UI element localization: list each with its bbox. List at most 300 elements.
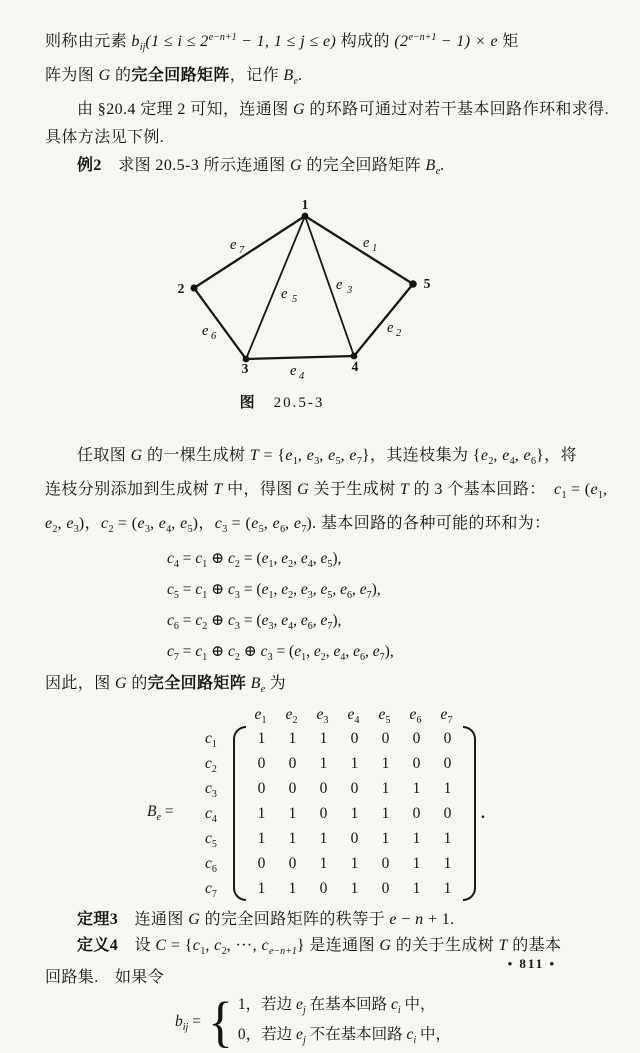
paragraph-line	[45, 442, 614, 476]
matrix-cell: 0	[319, 780, 328, 797]
matrix-cell: 1	[288, 880, 297, 897]
text-run: e	[523, 447, 532, 464]
text-run: ,	[297, 447, 307, 464]
text-run: 1	[301, 652, 307, 663]
text-run: 设	[118, 937, 156, 954]
text-run: e	[313, 643, 321, 660]
text-run: e	[349, 447, 357, 464]
text-run: e	[300, 612, 308, 629]
text-run: ),	[332, 612, 342, 629]
text-run: =	[188, 1013, 201, 1030]
matrix-cell: 1	[288, 805, 297, 822]
text-run: = (	[113, 515, 138, 532]
text-run: ,	[273, 550, 282, 567]
matrix-cell: 0	[443, 755, 452, 772]
text-run: 的一棵生成树	[142, 447, 250, 464]
text-run: ,	[293, 581, 301, 598]
matrix-cell: 1	[412, 830, 421, 847]
text-run: 2	[488, 456, 494, 467]
text-run: 连通图	[118, 911, 189, 928]
text-run: 4	[288, 621, 294, 632]
text-run: G	[188, 911, 201, 928]
text-run: ⊕	[207, 550, 229, 567]
text-run: 的完全回路矩阵	[301, 157, 426, 174]
matrix-cell: 0	[381, 880, 390, 897]
text-run: 2	[288, 559, 294, 570]
edge-label-e2: e	[387, 320, 394, 336]
text-run: 中，	[400, 996, 436, 1013]
page-number: • 811 •	[507, 956, 556, 971]
text-run: }，其连枝集为 {	[361, 447, 481, 464]
text-run: 求图 20.5-3 所示连通图	[101, 157, 290, 174]
text-run: ,	[293, 612, 301, 629]
matrix-label	[147, 803, 174, 823]
intro-line-2	[45, 62, 614, 96]
text-run: 的基本	[507, 937, 562, 954]
text-run: ).	[306, 515, 317, 532]
equation-c7	[167, 639, 614, 670]
matrix-cell: 1	[288, 830, 297, 847]
vertex-label-1: 1	[301, 197, 309, 212]
text-run: ,	[306, 643, 314, 660]
text-run: e	[272, 515, 281, 532]
text-run: 5	[335, 456, 341, 467]
edge-label-e7: e	[230, 237, 237, 253]
text-run: e	[590, 481, 599, 498]
text-run: 连枝分别添加到生成树	[45, 481, 214, 498]
vertex-label-3: 3	[241, 361, 249, 376]
text-run: 6	[360, 652, 366, 663]
text-run: c	[228, 612, 235, 629]
text-run: 不在基本回路	[305, 1026, 407, 1043]
matrix-row-label: $c_5$	[205, 830, 217, 850]
text-run: c	[195, 550, 203, 567]
text-run: ,	[325, 643, 334, 660]
intro-line-1	[45, 24, 614, 62]
text-run: B	[425, 157, 436, 174]
text-run: 任取图	[77, 447, 131, 464]
text-run: ⊕	[239, 643, 261, 660]
text-run: e	[45, 515, 53, 532]
text-run: .	[298, 67, 303, 84]
edge-label-e7-sub: 7	[239, 245, 245, 256]
text-run: j	[302, 1005, 306, 1016]
text-run: c	[228, 550, 235, 567]
figure-caption	[120, 394, 444, 412]
edge-line-e1	[305, 216, 413, 284]
text-run: B	[283, 67, 294, 84]
text-run: e	[260, 684, 266, 695]
text-run: c	[167, 550, 174, 567]
text-run: =	[178, 550, 196, 567]
text-run: 6	[531, 456, 537, 467]
text-run: 6	[173, 621, 179, 632]
text-run: c	[260, 643, 268, 660]
paragraph-line	[45, 476, 614, 510]
matrix-cell: 1	[443, 830, 452, 847]
text-run: ,	[319, 447, 329, 464]
text-run: e	[359, 581, 367, 598]
text-run: )，	[78, 515, 101, 532]
text-run: c	[406, 1026, 414, 1043]
text-run: 1	[200, 946, 206, 957]
matrix-right-paren	[463, 726, 476, 901]
text-run: e	[300, 550, 308, 567]
text-run: 6	[347, 590, 353, 601]
text-run: =	[178, 612, 196, 629]
brace-glyph: {	[207, 991, 233, 1053]
text-run: 3	[314, 456, 320, 467]
equation-c4	[167, 546, 614, 577]
edge-label-e3-sub: 3	[347, 285, 353, 296]
text-run: e	[293, 76, 299, 87]
ring-sum-equations	[45, 546, 614, 670]
text-run: e	[156, 812, 161, 823]
matrix-row-labels	[205, 726, 233, 901]
text-run: e	[251, 515, 259, 532]
edge-label-e6-sub: 6	[211, 331, 217, 342]
text-run: 阵为图	[45, 67, 99, 84]
text-run: −	[396, 911, 416, 928]
text-run: 具体方法见下例.	[45, 129, 165, 146]
matrix-cell: 1	[319, 755, 328, 772]
text-run: e	[306, 447, 315, 464]
text-run: 4	[509, 456, 515, 467]
text-run: 3	[267, 652, 273, 663]
matrix-col-header: $e_3$	[316, 706, 329, 726]
text-run: 的关于生成树	[391, 937, 499, 954]
matrix-cell: 1	[412, 880, 421, 897]
text-run: 的完全回路矩阵的秩等于	[200, 911, 390, 928]
bij-cases	[238, 993, 451, 1053]
bij-case-1	[238, 993, 451, 1023]
text-run: 为	[265, 675, 287, 692]
edge-label-e1: e	[363, 235, 370, 251]
paragraph-line	[45, 510, 614, 544]
text-run: ⊕	[207, 612, 229, 629]
edge-line-e7	[194, 216, 305, 288]
text-run: 3	[268, 621, 274, 632]
text-run: 5	[258, 524, 264, 535]
text-run: B	[250, 675, 261, 692]
matrix-row-label: $c_4$	[205, 805, 217, 825]
text-run: 5	[187, 524, 193, 535]
text-run: i	[397, 1005, 401, 1016]
text-run: 2	[288, 590, 294, 601]
text-run: 20.5-3	[256, 395, 325, 411]
text-run: G	[289, 157, 302, 174]
text-run: ,	[312, 581, 321, 598]
text-run: n	[415, 911, 424, 928]
text-run: 1	[268, 559, 274, 570]
matrix-cell: 0	[412, 730, 421, 747]
text-run: ⊕	[207, 643, 229, 660]
text-run: e	[261, 612, 269, 629]
text-run: 因此，图	[45, 675, 116, 692]
text-run: c	[228, 581, 235, 598]
matrix-row-label: $c_3$	[205, 780, 217, 800]
text-run: ,	[345, 643, 354, 660]
text-run: T	[213, 481, 223, 498]
matrix-cell: 0	[350, 780, 359, 797]
matrix-cell: 0	[443, 805, 452, 822]
text-run: 2	[108, 524, 114, 535]
text-run: ),	[384, 643, 394, 660]
text-run: ,	[57, 515, 67, 532]
text-run: ,	[312, 612, 321, 629]
matrix-col-header: $e_1$	[254, 706, 267, 726]
text-run: 3	[222, 524, 228, 535]
text-run: e	[296, 1026, 303, 1043]
text-run: 1	[598, 490, 604, 501]
text-run: e	[435, 166, 441, 177]
text-run: .	[440, 157, 445, 174]
text-run: 的	[110, 67, 132, 84]
text-run: 中，得图	[222, 481, 298, 498]
text-run: e	[285, 447, 293, 464]
matrix-cell: 1	[288, 730, 297, 747]
text-run: c	[390, 996, 398, 1013]
text-run: = {	[259, 447, 286, 464]
text-run: 基本回路的各种可能的环和为：	[316, 515, 551, 532]
text-run: c	[195, 612, 203, 629]
text-run: 1	[202, 652, 208, 663]
text-run: 2	[234, 559, 240, 570]
matrix-cell: 1	[412, 855, 421, 872]
text-run: ,	[273, 612, 282, 629]
text-run: ,	[514, 447, 524, 464]
edge-label-e3: e	[336, 277, 343, 293]
text-run: e−n+1	[268, 946, 297, 957]
edge-label-e1-sub: 1	[372, 243, 378, 254]
edge-label-e6: e	[202, 323, 209, 339]
text-run: 5	[173, 590, 179, 601]
text-run: ,	[365, 643, 373, 660]
text-run: c	[167, 581, 174, 598]
text-run: c	[554, 481, 562, 498]
text-run: 在基本回路	[305, 996, 391, 1013]
text-run: ，记作	[229, 67, 284, 84]
text-run: B	[147, 803, 157, 820]
text-run: 1	[202, 559, 208, 570]
text-run: 7	[379, 652, 385, 663]
text-run: 例2	[77, 157, 102, 174]
edge-label-e5-sub: 5	[292, 294, 298, 305]
intro-line-3	[45, 96, 614, 124]
matrix-cell: 1	[381, 805, 390, 822]
text-run: c	[228, 643, 235, 660]
text-run: ,	[332, 581, 341, 598]
text-run: T	[249, 447, 260, 464]
vertex-dot-1	[302, 213, 309, 220]
text-run: 图	[239, 395, 257, 411]
matrix-row-label: $c_6$	[205, 855, 217, 875]
equation-c6	[167, 608, 614, 639]
vertex-dot-5	[409, 280, 417, 288]
text-run: , ···,	[226, 937, 262, 954]
matrix-cell: 0	[350, 730, 359, 747]
matrix-cell: 1	[257, 880, 266, 897]
text-run: ,	[493, 447, 503, 464]
text-run: = (	[272, 643, 295, 660]
matrix-body	[205, 726, 485, 901]
text-run: e	[261, 581, 269, 598]
matrix-cell: 0	[288, 780, 297, 797]
matrix-cell: 1	[381, 755, 390, 772]
text-run: 5	[327, 590, 333, 601]
text-run: ,	[312, 550, 321, 567]
matrix-cell: 1	[443, 855, 452, 872]
text-run: 1	[292, 456, 298, 467]
text-run: T	[498, 937, 508, 954]
matrix-cell: 1	[412, 780, 421, 797]
matrix-cell: 0	[412, 755, 421, 772]
text-run: 关于生成树	[309, 481, 400, 498]
text-run: e	[328, 447, 336, 464]
bij-case-2	[238, 1023, 451, 1053]
text-run: 7	[356, 456, 362, 467]
text-run: (1 ≤ i ≤ 2	[145, 33, 209, 50]
text-run: c	[100, 515, 109, 532]
matrix-cells	[246, 726, 463, 901]
text-run: 3	[144, 524, 150, 535]
matrix-left-paren	[233, 726, 246, 901]
edge-label-e5: e	[281, 286, 288, 302]
text-run: = (	[239, 612, 262, 629]
text-run: e	[389, 911, 397, 928]
text-run: e	[320, 612, 328, 629]
text-run: =	[178, 581, 196, 598]
text-run: 的	[126, 675, 148, 692]
edge-label-e4: e	[290, 363, 297, 379]
text-run: 回路集. 如果令	[45, 969, 165, 986]
vertex-label-4: 4	[351, 359, 359, 374]
theorem-3-line	[45, 907, 614, 933]
text-run: = {	[166, 937, 193, 954]
text-run: e	[137, 515, 145, 532]
matrix-col-header: $e_6$	[409, 706, 422, 726]
text-run: b	[131, 33, 140, 50]
text-run: 1	[202, 590, 208, 601]
matrix-cell: 1	[319, 855, 328, 872]
text-run: e−n+1	[208, 32, 237, 43]
matrix-cell: 0	[412, 805, 421, 822]
matrix-cell: 1	[257, 830, 266, 847]
text-run: 4	[173, 559, 179, 570]
bij-piecewise-definition	[175, 993, 614, 1053]
text-run: G	[297, 481, 310, 498]
text-run: c	[214, 937, 222, 954]
text-run: j	[302, 1035, 306, 1046]
text-run: ⊕	[207, 581, 229, 598]
text-run: e	[320, 581, 328, 598]
text-run: 由 §20.4 定理 2 可知，连通图	[77, 101, 294, 118]
text-run: ,	[285, 515, 294, 532]
text-run: G	[115, 675, 127, 692]
text-run: ij	[182, 1022, 189, 1033]
text-run: e	[293, 515, 302, 532]
text-run: = (	[239, 581, 262, 598]
text-run: i	[413, 1035, 417, 1046]
text-run: e	[180, 515, 188, 532]
graph-figure	[148, 196, 614, 388]
text-run: 7	[327, 621, 333, 632]
text-run: C	[155, 937, 167, 954]
text-run: 2	[221, 946, 227, 957]
text-run: 6	[280, 524, 286, 535]
text-run: = (	[227, 515, 252, 532]
text-run: G	[98, 67, 111, 84]
text-run: c	[195, 643, 203, 660]
matrix-cell: 1	[443, 780, 452, 797]
text-run: 4	[166, 524, 172, 535]
text-run: 7	[173, 652, 179, 663]
matrix-cell: 0	[288, 755, 297, 772]
text-run: (2	[394, 33, 409, 50]
text-run: ,	[603, 481, 608, 498]
text-run: c	[167, 643, 174, 660]
text-run: e	[340, 581, 348, 598]
text-run: 完全回路矩阵	[131, 67, 230, 84]
matrix-cell: 1	[319, 830, 328, 847]
text-run: G	[379, 937, 392, 954]
matrix-cell: 0	[381, 730, 390, 747]
text-run: 1，若边	[237, 996, 297, 1013]
text-run: ),	[371, 581, 381, 598]
text-run: + 1.	[423, 911, 455, 928]
text-run: e	[333, 643, 341, 660]
text-run: e	[296, 996, 303, 1013]
text-run: − 1, 1 ≤ j ≤ e)	[236, 33, 337, 50]
text-run: ,	[205, 937, 215, 954]
edge-label-e4-sub: 4	[299, 371, 305, 382]
text-run: e	[281, 550, 289, 567]
matrix-cell: 1	[381, 780, 390, 797]
text-run: 定义4	[77, 937, 119, 954]
text-run: ,	[273, 581, 282, 598]
intro-line-4	[45, 124, 614, 152]
matrix-cell: 0	[257, 780, 266, 797]
text-run: G	[293, 101, 305, 118]
matrix-col-headers	[245, 704, 485, 726]
matrix-cell: 0	[381, 855, 390, 872]
text-run: e	[281, 612, 289, 629]
text-run: 4	[340, 652, 346, 663]
matrix-row-label: $c_1$	[205, 730, 217, 750]
matrix-cell: 1	[319, 730, 328, 747]
text-run: e	[294, 643, 302, 660]
text-run: 中，	[416, 1026, 452, 1043]
vertex-dot-2	[190, 284, 197, 291]
text-run: } 是连通图	[296, 937, 380, 954]
text-run: 3	[307, 590, 313, 601]
example-2-line	[45, 152, 614, 186]
text-run: c	[261, 937, 269, 954]
complete-circuit-matrix	[147, 704, 485, 901]
bij-lhs	[175, 1013, 201, 1033]
text-run: = (	[239, 550, 262, 567]
text-run: e	[158, 515, 167, 532]
matrix-cell: 1	[257, 730, 266, 747]
matrix-cell: 0	[288, 855, 297, 872]
matrix-col-header: $e_4$	[347, 706, 360, 726]
edge-label-e2-sub: 2	[396, 328, 402, 339]
matrix-cell: 1	[257, 805, 266, 822]
matrix-cell: 1	[350, 755, 359, 772]
vertex-label-2: 2	[177, 281, 185, 296]
text-run: c	[167, 612, 174, 629]
text-run: 矩	[498, 33, 519, 50]
